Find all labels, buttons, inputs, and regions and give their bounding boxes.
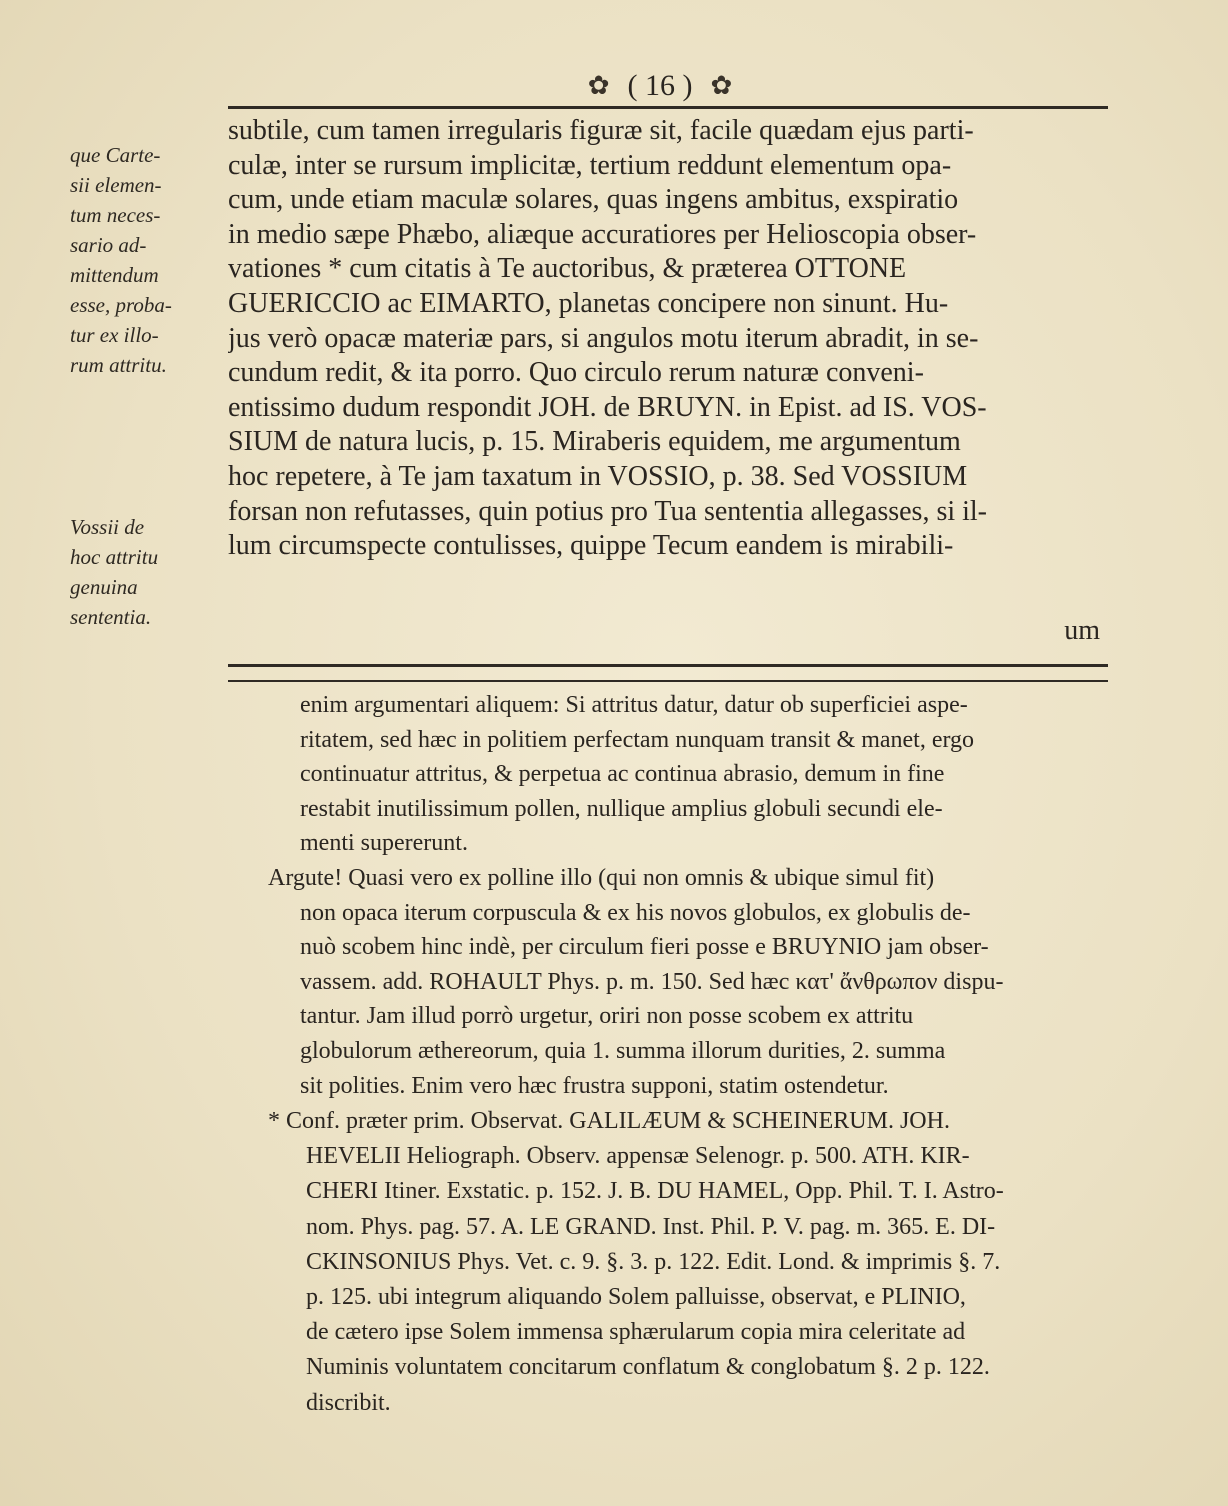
main-line: entissimo dudum respondit JOH. de BRUYN. in Epist. ad IS. VOS- bbox=[228, 391, 987, 423]
main-line: subtile, cum tamen irregularis figuræ sit, facile quædam ejus parti- bbox=[228, 115, 974, 146]
notes-line: vassem. add. ROHAULT Phys. p. m. 150. Sed hæc κατ' ἄνθρωπον dispu- bbox=[300, 968, 1004, 995]
main-line: forsan non refutasses, quin potius pro Tua sententia allegasses, si il- bbox=[228, 495, 988, 527]
page-number: ( 16 ) bbox=[627, 69, 693, 102]
footnote-block bbox=[268, 1104, 1110, 1421]
footnote-line: nom. Phys. pag. 57. A. LE GRAND. Inst. Phil. P. V. pag. m. 365. E. DI- bbox=[306, 1213, 996, 1240]
footnote-line: discribit. bbox=[306, 1389, 391, 1416]
page-header bbox=[540, 66, 780, 106]
main-line: GUERICCIO ac EIMARTO, planetas concipere non sinunt. Hu- bbox=[228, 287, 949, 319]
notes-line: ritatem, sed hæc in politiem perfectam nunquam transit & manet, ergo bbox=[300, 726, 975, 753]
main-line: culæ, inter se rursum implicitæ, tertium reddunt elementum opa- bbox=[228, 149, 952, 181]
notes-line: enim argumentari aliquem: Si attritus datur, datur ob superficiei aspe- bbox=[300, 692, 968, 718]
margin-note-1: que Carte- sii elemen- tum neces- sario ad- mittendum esse, proba- tur ex illo- rum attritu. bbox=[70, 143, 172, 377]
main-text-block bbox=[228, 114, 1106, 564]
footnote-line: Numinis voluntatem concitarum conflatum & conglobatum §. 2 p. 122. bbox=[306, 1354, 990, 1381]
footnote-line: HEVELII Heliograph. Observ. appensæ Selenogr. p. 500. ATH. KIR- bbox=[306, 1143, 970, 1170]
notes-line: continuatur attritus, & perpetua ac continua abrasio, demum in fine bbox=[300, 761, 945, 788]
main-line: hoc repetere, à Te jam taxatum in VOSSIO, p. 38. Sed VOSSIUM bbox=[228, 460, 968, 492]
main-line: jus verò opacæ materiæ pars, si angulos motu iterum abradit, in se- bbox=[228, 322, 979, 354]
header-rule bbox=[228, 106, 1108, 109]
footnote-line: p. 125. ubi integrum aliquando Solem palluisse, observat, e PLINIO, bbox=[306, 1284, 966, 1311]
main-line: cum, unde etiam maculæ solares, quas ingens ambitus, exspiratio bbox=[228, 184, 959, 216]
main-line: vationes * cum citatis à Te auctoribus, & præterea OTTONE bbox=[228, 253, 907, 285]
footnote-line: de cætero ipse Solem immensa sphærularum copia mira celeritate ad bbox=[306, 1319, 966, 1346]
notes-block bbox=[268, 688, 1108, 1103]
notes-line: menti supererunt. bbox=[300, 830, 468, 857]
notes-line: nuò scobem hinc indè, per circulum fieri posse e BRUYNIO jam obser- bbox=[300, 934, 989, 961]
footnote-line: * Conf. præter prim. Observat. GALILÆUM & SCHEINERUM. JOH. bbox=[268, 1108, 950, 1134]
flower-ornament-left-icon: ✿ bbox=[587, 71, 610, 100]
notes-line: restabit inutilissimum pollen, nullique amplius globuli secundi ele- bbox=[300, 795, 943, 822]
catchword: um bbox=[1064, 615, 1100, 646]
notes-line: Argute! Quasi vero ex polline illo (qui non omnis & ubique simul fit) bbox=[268, 864, 935, 891]
footnote-line: CKINSONIUS Phys. Vet. c. 9. §. 3. p. 122. Edit. Lond. & imprimis §. 7. bbox=[306, 1248, 1001, 1275]
main-line: in medio sæpe Phæbo, aliæque accuratiores per Helioscopia obser- bbox=[228, 218, 977, 250]
notes-line: non opaca iterum corpuscula & ex his novos globulos, ex globulis de- bbox=[300, 899, 971, 926]
main-line: cundum redit, & ita porro. Quo circulo rerum naturæ conveni- bbox=[228, 357, 924, 389]
notes-line: sit polities. Enim vero hæc frustra supponi, statim ostendetur. bbox=[300, 1072, 889, 1099]
margin-note-2: Vossii de hoc attritu genuina sententia. bbox=[70, 515, 159, 629]
flower-ornament-right-icon: ✿ bbox=[710, 71, 733, 100]
main-line: lum circumspecte contulisses, quippe Tecum eandem is mirabili- bbox=[228, 530, 954, 562]
notes-line: globulorum æthereorum, quia 1. summa illorum durities, 2. summa bbox=[300, 1037, 946, 1064]
section-rule-lower bbox=[228, 680, 1108, 682]
main-line: SIUM de natura lucis, p. 15. Miraberis equidem, me argumentum bbox=[228, 426, 961, 458]
section-rule-upper bbox=[228, 664, 1108, 667]
footnote-line: CHERI Itiner. Exstatic. p. 152. J. B. DU HAMEL, Opp. Phil. T. I. Astro- bbox=[306, 1178, 1004, 1205]
notes-line: tantur. Jam illud porrò urgetur, oriri non posse scobem ex attritu bbox=[300, 1003, 914, 1030]
